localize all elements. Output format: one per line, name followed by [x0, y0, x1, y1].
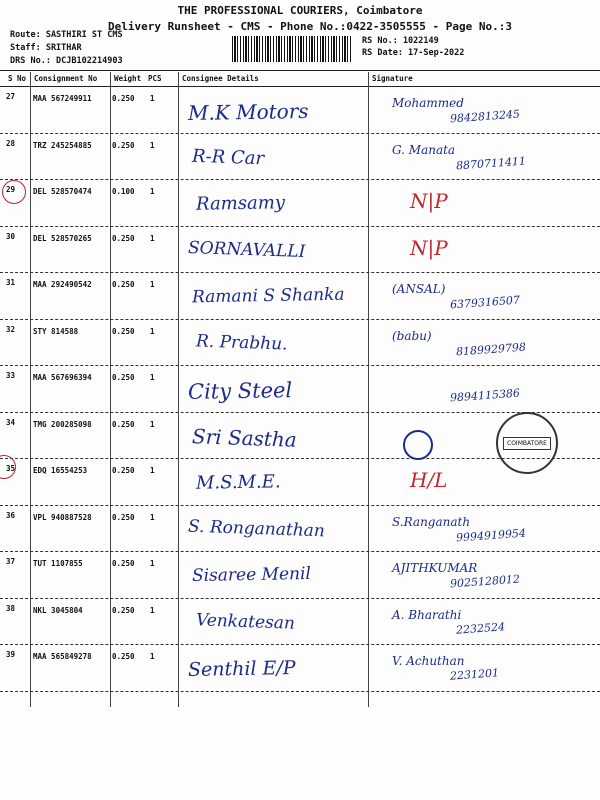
- route-label: Route: SASTHIRI ST CMS: [10, 30, 123, 40]
- row-signature: (babu): [392, 328, 432, 343]
- row-sno: 38: [6, 603, 16, 613]
- row-signature: V. Achuthan: [392, 654, 465, 668]
- row-separator: [0, 598, 600, 599]
- col-weight-header: Weight: [114, 74, 142, 83]
- row-pcs: 1: [150, 326, 155, 336]
- row-separator: [0, 365, 600, 366]
- row-sno: 32: [6, 324, 16, 334]
- row-pcs: 1: [150, 605, 155, 615]
- row-separator: [0, 412, 600, 413]
- row-signature: G. Manata: [392, 142, 456, 157]
- row-separator: [0, 179, 600, 180]
- stamp-text: COIMBATORE: [503, 437, 551, 450]
- header-rule-top: [0, 70, 600, 71]
- row-pcs: 1: [150, 559, 155, 568]
- row-consignment-no: STY 814588: [33, 326, 79, 336]
- row-consignment-no: DEL 528570474: [33, 187, 92, 196]
- row-signature: S.Ranganath: [392, 514, 471, 529]
- row-pcs: 1: [150, 140, 155, 150]
- row-pcs: 1: [150, 652, 155, 661]
- sheet-subtitle: Delivery Runsheet - CMS - Phone No.:0422-3505555 - Page No.:3: [108, 20, 512, 33]
- row-phone-note: 2231201: [449, 666, 500, 683]
- row-sno: 31: [6, 278, 16, 287]
- row-signature: N|P: [410, 235, 448, 260]
- row-pcs: 1: [150, 280, 155, 289]
- rs-date: RS Date: 17-Sep-2022: [362, 48, 465, 58]
- row-consignment-no: MAA 292490542: [33, 280, 92, 289]
- row-signature: AJITHKUMAR: [392, 561, 478, 575]
- col-divider: [368, 72, 369, 707]
- col-consignee-header: Consignee Details: [182, 74, 259, 83]
- row-consignee-handwriting: SORNAVALLI: [187, 237, 306, 262]
- row-pcs: 1: [150, 466, 155, 475]
- row-separator: [0, 691, 600, 692]
- row-weight: 0.250: [112, 140, 135, 150]
- row-phone-note: 6379316507: [449, 293, 521, 312]
- row-separator: [0, 551, 600, 552]
- row-weight: 0.250: [112, 419, 135, 429]
- row-pcs: 1: [150, 94, 155, 103]
- row-consignee-handwriting: Ramsamy: [195, 192, 286, 215]
- col-divider: [30, 72, 31, 707]
- row-pcs: 1: [150, 233, 155, 243]
- row-consignment-no: EDQ 16554253: [33, 466, 88, 475]
- row-weight: 0.250: [112, 466, 135, 475]
- header-rule-bottom: [0, 86, 600, 87]
- row-sno: 36: [6, 510, 16, 520]
- staff-label: Staff: SRITHAR: [10, 43, 82, 53]
- row-weight: 0.250: [112, 605, 135, 615]
- circle-mark: [2, 180, 26, 204]
- row-sno: 35: [6, 464, 16, 473]
- col-pcs-header: PCS: [148, 74, 162, 83]
- row-sno: 33: [6, 371, 16, 380]
- row-signature: N|P: [410, 189, 448, 213]
- drs-number: DRS No.: DCJB102214903: [10, 56, 123, 66]
- row-consignee-handwriting: Venkatesan: [195, 609, 296, 634]
- row-sno: 29: [6, 185, 16, 194]
- row-consignment-no: MAA 567249911: [33, 94, 92, 103]
- coimbatore-stamp: [496, 412, 558, 474]
- row-consignment-no: NKL 3045804: [33, 605, 83, 615]
- row-separator: [0, 644, 600, 645]
- row-consignment-no: TRZ 245254885: [33, 140, 92, 150]
- row-consignee-handwriting: Sisaree Menil: [191, 563, 312, 587]
- row-phone-note: 9994919954: [455, 526, 527, 544]
- row-weight: 0.250: [112, 512, 135, 522]
- row-consignment-no: MAA 565849278: [33, 652, 92, 661]
- row-consignee-handwriting: R. Prabhu.: [195, 330, 288, 355]
- row-weight: 0.250: [112, 373, 135, 382]
- row-phone-note: 2232524: [455, 619, 506, 637]
- row-consignee-handwriting: Ramani S Shanka: [191, 284, 345, 308]
- rs-number: RS No.: 1022149: [362, 36, 439, 46]
- row-weight: 0.250: [112, 326, 135, 336]
- row-separator: [0, 319, 600, 320]
- row-signature: H/L: [410, 468, 448, 492]
- sheet-title: THE PROFESSIONAL COURIERS, Coimbatore: [177, 4, 423, 17]
- barcode-image: [232, 36, 352, 62]
- col-signature-header: Signature: [372, 74, 413, 83]
- row-phone-note: 9842813245: [449, 107, 521, 126]
- row-phone-note: 8189929798: [455, 340, 527, 358]
- row-consignment-no: DEL 528570265: [33, 233, 92, 243]
- row-consignee-handwriting: City Steel: [187, 378, 293, 404]
- col-consignment-header: Consignment No: [34, 74, 98, 83]
- row-consignee-handwriting: Senthil E/P: [187, 657, 296, 681]
- col-sno-header: S No: [8, 74, 27, 83]
- row-pcs: 1: [150, 373, 155, 382]
- row-consignment-no: VPL 940887528: [33, 512, 92, 522]
- row-weight: 0.100: [112, 187, 135, 196]
- row-signature: Mohammed: [392, 96, 464, 110]
- row-consignment-no: TUT 1107855: [33, 559, 83, 568]
- row-separator: [0, 505, 600, 506]
- row-sno: 28: [6, 138, 16, 148]
- row-pcs: 1: [150, 419, 155, 429]
- row-consignee-handwriting: Sri Sastha: [191, 423, 298, 452]
- row-weight: 0.250: [112, 652, 135, 661]
- col-divider: [110, 72, 111, 707]
- row-sno: 30: [6, 231, 16, 241]
- row-sno: 27: [6, 92, 16, 101]
- row-pcs: 1: [150, 187, 155, 196]
- row-consignee-handwriting: M.S.M.E.: [195, 471, 281, 494]
- row-phone-note: 9894115386: [449, 386, 521, 405]
- row-signature: A. Bharathi: [392, 607, 462, 622]
- col-divider: [178, 72, 179, 707]
- row-consignment-no: MAA 567696394: [33, 373, 92, 382]
- row-weight: 0.250: [112, 280, 135, 289]
- row-consignee-handwriting: S. Ronganathan: [187, 516, 326, 541]
- row-sno: 37: [6, 557, 16, 566]
- row-consignee-handwriting: R-R Car: [191, 145, 265, 169]
- row-weight: 0.250: [112, 559, 135, 568]
- row-weight: 0.250: [112, 233, 135, 243]
- signature-scribble-icon: [403, 430, 433, 460]
- row-pcs: 1: [150, 512, 155, 522]
- row-separator: [0, 133, 600, 134]
- row-phone-note: 9025128012: [449, 572, 521, 591]
- row-signature: (ANSAL): [392, 282, 446, 296]
- row-separator: [0, 272, 600, 273]
- row-weight: 0.250: [112, 94, 135, 103]
- row-sno: 34: [6, 417, 16, 427]
- row-sno: 39: [6, 650, 16, 659]
- row-consignee-handwriting: M.K Motors: [187, 98, 309, 126]
- row-separator: [0, 226, 600, 227]
- row-phone-note: 8870711411: [455, 154, 527, 172]
- row-consignment-no: TMG 200285098: [33, 419, 92, 429]
